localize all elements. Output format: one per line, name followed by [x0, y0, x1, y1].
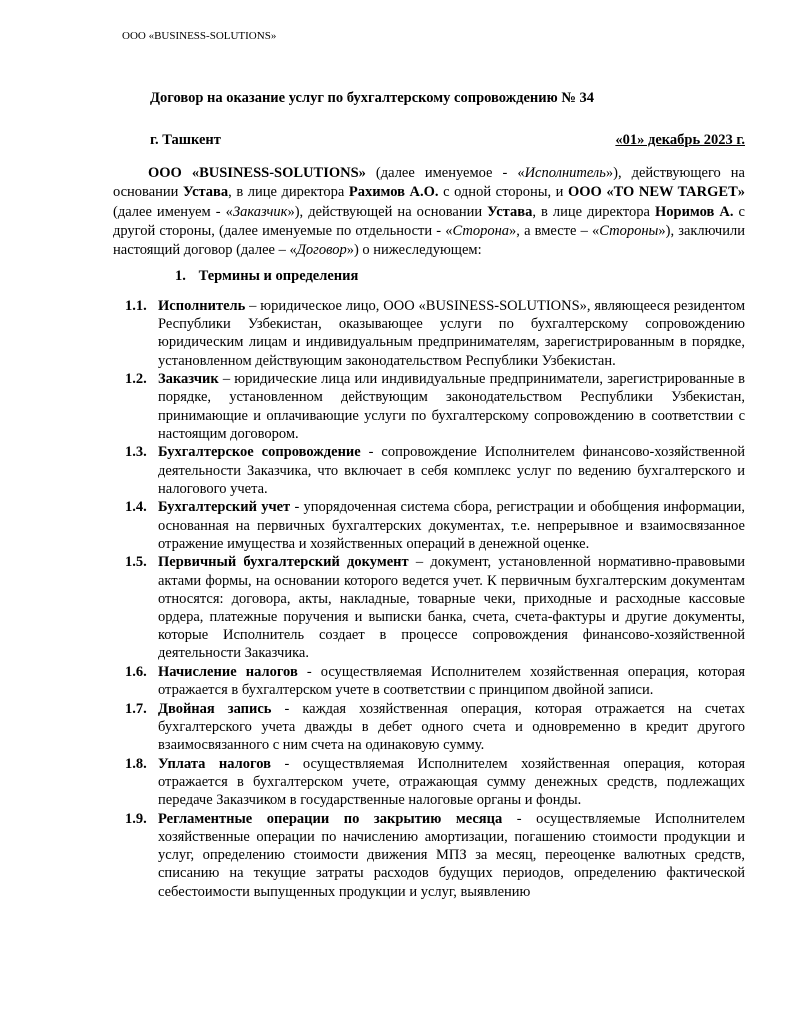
term-name: Регламентные операции по закрытию месяца [158, 810, 503, 827]
term-number: 1.5. [125, 554, 147, 571]
term-name: Исполнитель [158, 298, 246, 314]
preamble-text: с другой стороны, (далее именуемые по отдельности - « [113, 203, 745, 239]
section-heading [175, 268, 358, 285]
term-number: 1.7. [125, 700, 147, 717]
term-definition: – юридическое лицо, ООО «BUSINESS-SOLUTIONS», являющееся резидентом Республики Узбекистан, оказывающее услуги по бухгалтерскому сопровождению юридическим лицам и индивидуальным предпринимателям, зарегистрированным в порядке, установленном действующим законодательством Республики Узбекистан. [158, 298, 745, 369]
term-number: 1.9. [125, 810, 147, 827]
term-definition: - сопровождение Исполнителем финансово-хозяйственной деятельности Заказчика, что включает в себя комплекс услуг по ведению бухгалтерского и налогового учета. [158, 444, 745, 497]
preamble-text: ») о нижеследующем: [346, 242, 482, 259]
client-director: Норимов А. [654, 203, 734, 220]
preamble-text: , в лице директора [532, 203, 655, 220]
term-name: Двойная запись [158, 700, 272, 717]
contract-city: г. Ташкент [150, 132, 221, 148]
term-item [125, 443, 745, 498]
preamble-text: (далее именуем - « [113, 203, 233, 220]
executor-company: ООО «BUSINESS-SOLUTIONS» [148, 165, 366, 181]
executor-director: Рахимов А.О. [348, 184, 439, 201]
preamble-text: (далее именуемое - « [365, 165, 525, 181]
term-definition: - осуществляемая Исполнителем хозяйственная операция, которая отражается в бухгалтерском учете, отражающая сумму денежных средств, подлежащих передаче Заказчиком в государственные налоговые органы и фонды. [158, 755, 745, 809]
term-number: 1.4. [125, 499, 147, 516]
preamble-text: с одной стороны, и [438, 184, 568, 201]
term-definition: – документ, установленной нормативно-правовыми актами формы, на основании которого ведется учет. К первичным бухгалтерским документам относятся: договора, акты, накладные, товарные чеки, приходные и расходные кассовые ордера, платежные поручения и выписки банка, счета, счета-фактуры и другие документы, которые Исполнитель создает в процессе сопровождения финансово-хозяйственной деятельности Заказчика. [158, 554, 746, 662]
term-number: 1.6. [125, 664, 147, 681]
term-name: Уплата налогов [158, 755, 271, 772]
term-item [125, 755, 745, 810]
contract-date: «01» декабрь 2023 г. [615, 132, 745, 148]
preamble-paragraph [113, 164, 745, 260]
term-name: Заказчик [158, 371, 219, 388]
section-number: 1. [175, 268, 186, 284]
terms-list [125, 297, 745, 901]
term-name: Первичный бухгалтерский документ [158, 554, 409, 571]
client-role: Заказчик [232, 203, 288, 220]
contract-term: Договор [296, 242, 347, 259]
term-item [125, 810, 745, 901]
preamble-text: »), заключили настоящий договор (далее – « [113, 222, 745, 259]
preamble-text: », а вместе – « [509, 222, 600, 239]
document-title: Договор на оказание услуг по бухгалтерскому сопровождению № 34 [150, 90, 595, 106]
party-term: Сторона [452, 222, 510, 239]
charter-ref: Устава [487, 203, 533, 220]
parties-term: Стороны [599, 222, 659, 239]
section-title: Термины и определения [198, 268, 359, 284]
term-item [125, 370, 745, 443]
term-item [125, 700, 745, 755]
client-company: ООО «TO NEW TARGET» [568, 184, 745, 201]
term-item [125, 663, 745, 699]
preamble-text: , в лице директора [228, 184, 349, 201]
term-name: Бухгалтерский учет [158, 499, 291, 516]
term-definition: - осуществляемая Исполнителем хозяйственная операция, которая отражается в бухгалтерском учете в соответствии с принципом двойной записи. [158, 664, 745, 699]
term-number: 1.2. [125, 371, 147, 388]
term-definition: – юридические лица или индивидуальные предприниматели, зарегистрированные в порядке, установленном действующим законодательством Республики Узбекистан, принимающие и оплачивающие услуги по бухгалтерскому сопровождению в соответствии с настоящим договором. [158, 371, 745, 442]
header-company-name: ООО «BUSINESS-SOLUTIONS» [122, 30, 277, 42]
term-definition: - упорядоченная система сбора, регистрации и обобщения информации, основанная на первичных бухгалтерских документах, т.е. непрерывное и взаимосвязанное отражение имущества и хозяйственных операций в денежной оценке. [158, 499, 745, 552]
preamble-text: »), действующего на основании [113, 165, 745, 201]
term-definition: - каждая хозяйственная операция, которая отражается на счетах бухгалтерского учета дважды в дебет одного счета и одновременно в кредит другого взаимосвязанного с ним счета на одинаковую сумму. [158, 700, 745, 754]
place-date-line [150, 132, 745, 149]
term-number: 1.3. [125, 444, 147, 461]
term-name: Бухгалтерское сопровождение [158, 444, 361, 461]
charter-ref: Устава [183, 184, 229, 201]
term-number: 1.8. [125, 755, 147, 772]
preamble-text: »), действующей на основании [287, 203, 488, 220]
term-definition: - осуществляемые Исполнителем хозяйственные операции по начислению амортизации, погашению стоимости продукции и услуг, определению стоимости движения МПЗ за месяц, переоценке валютных средств, списанию на текущие затраты расходов будущих периодов, определению фактической себестоимости выпущенных продукции и услуг, выявлению [158, 810, 745, 900]
term-item [125, 297, 745, 370]
term-name: Начисление налогов [158, 664, 298, 681]
term-number: 1.1. [125, 298, 147, 314]
term-item [125, 498, 745, 553]
executor-role: Исполнитель [524, 165, 606, 181]
term-item [125, 553, 745, 662]
